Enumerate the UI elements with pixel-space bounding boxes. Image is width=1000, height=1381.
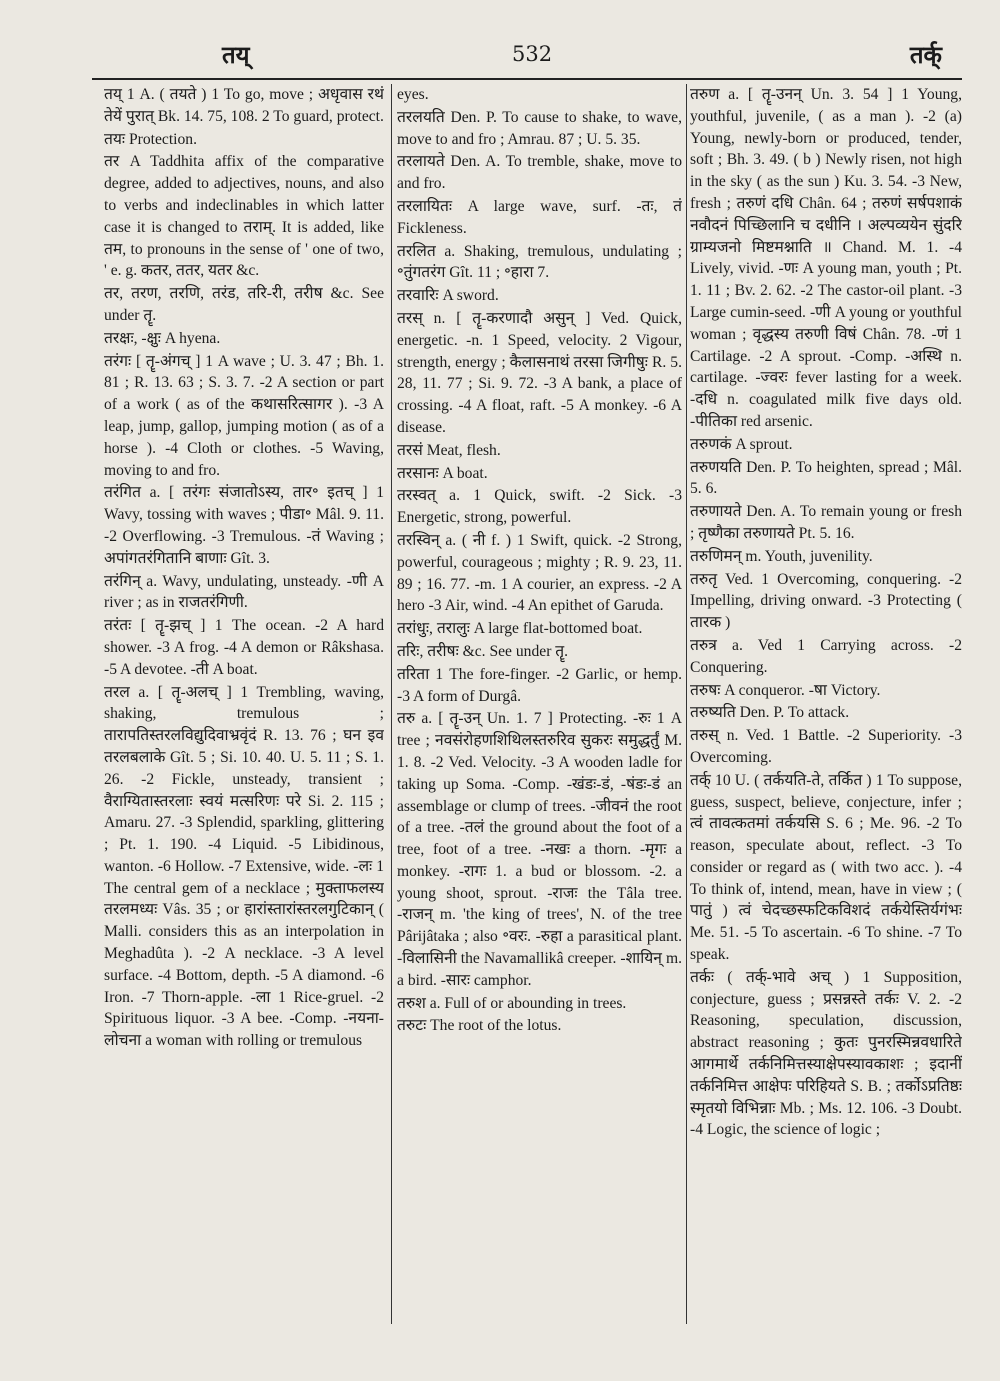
dictionary-entry: तरांधुः, तरालुः A large flat-bottomed boat. [397, 620, 643, 638]
dictionary-entry: तरंगिन् a. Wavy, undulating, unsteady. -णी A river ; as in राजतरंगिणी. [104, 572, 384, 612]
dictionary-entry: तरुणकं A sprout. [690, 435, 793, 453]
dictionary-entry: तरलायते Den. A. To tremble, shake, move to and fro. [397, 153, 682, 193]
dictionary-entry: तयः Protection. [104, 130, 197, 148]
page-number: 532 [512, 42, 553, 66]
page-header [92, 32, 962, 80]
dictionary-entry: तय् 1 A. ( तयते ) 1 To go, move ; अधृवास रथं तेयें पुरात् Bk. 14. 75, 108. 2 To guard, protect. [104, 86, 384, 125]
dictionary-entry: तरुणयति Den. P. To heighten, spread ; Mâl. 5. 6. [690, 458, 962, 498]
dictionary-entry: तरक्षः, -क्षुः A hyena. [104, 329, 221, 347]
dictionary-entry: तरवारिः A sword. [397, 287, 499, 305]
dictionary-entry: तरुत्र a. Ved 1 Carrying across. -2 Conquering. [690, 636, 962, 676]
dictionary-entry: तरुष्यति Den. P. To attack. [690, 704, 850, 722]
dictionary-entry: तरसानः A boat. [397, 464, 488, 482]
dictionary-entry: तर A Taddhita affix of the comparative degree, added to adjectives, nouns, and also to verbs and indeclinables in which latter case it is changed to तराम्. It is added, like तम, to pronouns in the sense of ' one of two, ' e. g. कतर, ततर, यतर &c. [104, 153, 384, 280]
column-2 [397, 84, 682, 1324]
dictionary-entry: तर, तरण, तरणि, तरंड, तरि-री, तरीष &c. See under तॄ. [104, 285, 384, 324]
dictionary-entry: तरलयति Den. P. To cause to shake, to wave, move to and fro ; Amrau. 87 ; U. 5. 35. [397, 108, 682, 148]
dictionary-entry: तरल a. [ तॄ-अलच् ] 1 Trembling, waving, shaking, tremulous ; तारापतिस्तरलविद्युदिवाभ्रवृंदं R. 13. 76 ; घन इव तरलबलाके Gît. 5 ; Si. 10. 40. U. 5. 11 ; S. 1. 26. -2 Fickle, unsteady, transient ; वैराग्यितास्तरलाः स्वयं मत्सरिणः परे Si. 2. 115 ; Amaru. 27. -3 Splendid, sparkling, glittering ; Pt. 1. 190. -4 Liquid. -5 Libidinous, wanton. -6 Hollow. -7 Extensive, wide. -लः 1 The central gem of a necklace ; मुक्ताफलस्य तरलमध्यः Vâs. 35 ; or हारांस्तारांस्तरलगुटिकान् ( Malli. considers this as an interpolation in Meghadûta ). -2 A necklace. -3 A level surface. -4 Bottom, depth. -5 A diamond. -6 Iron. -7 Thorn-apple. -ला 1 Rice-gruel. -2 Spirituous liquor. -3 A bee. -Comp. -नयना-लोचना a woman with rolling or tremulous [104, 683, 384, 1050]
column-1 [104, 84, 384, 1324]
dictionary-entry: तरुण a. [ तॄ-उनन् Un. 3. 54 ] 1 Young, youthful, juvenile, ( as a man ). -2 (a) Young, newly-born or produced, tender, soft ; Bh. 3. 49. ( b ) Newly risen, not high in the sky ( as the sun ) Ku. 3. 54. -3 New, fresh ; तरुणं दधि Chân. 64 ; तरुणं सर्षपशाकं नवौदनं पिच्छिलानि च दधीनि । अल्पव्ययेन सुंदरि ग्राम्यजनो मिष्टमश्नाति ॥ Chand. M. 1. -4 Lively, vivid. -णः A young man, youth ; Pt. 1. 11 ; Bv. 2. 62. -2 The castor-oil plant. -3 Large cumin-seed. -णी A young or youthful woman ; वृद्धस्य तरुणी विषं Chân. 78. -णं 1 Cartilage. -2 A sprout. -Comp. -अस्थि n. cartilage. -ज्वरः fever lasting for a week. -दधि n. coagulated milk five days old. -पीतिका red arsenic. [690, 86, 962, 430]
dictionary-entry: तरस्विन् a. ( नी f. ) 1 Swift, quick. -2 Strong, powerful, courageous ; mighty ; R. 9. 23, 11. 89 ; 16. 77. -m. 1 A courier, an express. -2 A hero -3 Air, wind. -4 An epithet of Garuda. [397, 531, 682, 615]
column-divider [686, 84, 687, 1324]
dictionary-entry: तरस्वत् a. 1 Quick, swift. -2 Sick. -3 Energetic, strong, powerful. [397, 487, 682, 527]
dictionary-entry: तर्क् 10 U. ( तर्कयति-ते, तर्कित ) 1 To suppose, guess, suspect, believe, conjecture, infer ; त्वं तावत्कतमां तर्कयसि S. 6 ; Me. 96. -2 To reason, speculate about, reflect. -3 To consider or regard as ( with two acc. ). -4 To think of, intend, mean, have in view ; ( पातुं ) त्वं चेदच्छस्फटिकविशदं तर्कयेस्तिर्यगंभः Me. 51. -5 To ascertain. -6 To shine. -7 To speak. [690, 771, 962, 964]
dictionary-entry: तरंगित a. [ तरंगः संजातोऽस्य, तार॰ इतच् ] 1 Wavy, tossing with waves ; पीडा॰ Mâl. 9. 11. -2 Overflowing. -3 Tremulous. -तं Waving ; अपांगतरंगितानि बाणाः Gît. 3. [104, 484, 384, 567]
dictionary-entry: तरुश a. Full of or abounding in trees. [397, 994, 627, 1012]
dictionary-entry: तरलायितः A large wave, surf. -तः, तं Fickleness. [397, 197, 682, 237]
dictionary-entry: तरुषः A conqueror. -षा Victory. [690, 681, 881, 699]
dictionary-entry: तरिता 1 The fore-finger. -2 Garlic, or hemp. -3 A form of Durgâ. [397, 665, 682, 705]
header-right-guide-word: तर्क् [909, 40, 942, 69]
dictionary-entry: तरुस् n. Ved. 1 Battle. -2 Superiority. -3 Overcoming. [690, 727, 962, 766]
dictionary-entry: तरुटः The root of the lotus. [397, 1017, 562, 1035]
dictionary-entry: तरंगः [ तॄ-अंगच् ] 1 A wave ; U. 3. 47 ; Bh. 1. 81 ; R. 13. 63 ; S. 3. 7. -2 A section or part of a work ( as of the कथासरित्सागर ). -3 A leap, jump, gallop, jumping motion ( as of a horse ). -4 Cloth or clothes. -5 Waving, moving to and fro. [104, 352, 384, 479]
dictionary-entry: तरु a. [ तॄ-उन् Un. 1. 7 ] Protecting. -रुः 1 A tree ; नवसंरोहणशिथिलस्तरुरिव सुकरः समुद्धर्तुं M. 1. 8. -2 Ved. Velocity. -3 A wooden ladle for taking up Soma. -Comp. -खंडः-डं, -षंडः-डं an assemblage or clump of trees. -जीवनं the root of a tree. -तलं the ground about the foot of a tree, foot of a tree. -नखः a thorn. -मृगः a monkey. -रागः 1. a bud or blossom. -2. a young shoot, sprout. -राजः the Tâla tree. -राजन् m. 'the king of trees', N. of the tree Pârijâtaka ; also ॰वरः. -रुहा a parasitical plant. -विलासिनी the Navamallikâ creeper. -शायिन् m. a bird. -सारः camphor. [397, 710, 682, 989]
dictionary-entry: तरुणिमन् m. Youth, juvenility. [690, 547, 873, 565]
column-3 [690, 84, 962, 1324]
header-left-guide-word: तय् [222, 40, 250, 69]
dictionary-entry: तरलित a. Shaking, tremulous, undulating ; ॰तुंगतरंग Gît. 11 ; ॰हारा 7. [397, 242, 682, 282]
dictionary-entry: eyes. [397, 86, 429, 103]
dictionary-entry: तरसं Meat, flesh. [397, 441, 501, 459]
dictionary-entry: तरिः, तरीषः &c. See under तॄ. [397, 642, 569, 660]
dictionary-entry: तरंतः [ तॄ-झच् ] 1 The ocean. -2 A hard shower. -3 A frog. -4 A demon or Râkshasa. -5 A devotee. -ती A boat. [104, 617, 384, 678]
dictionary-entry: तरुतृ Ved. 1 Overcoming, conquering. -2 Impelling, driving onward. -3 Protecting ( तारक ) [690, 570, 962, 632]
dictionary-entry: तरस् n. [ तॄ-करणादौ असुन् ] Ved. Quick, energetic. -n. 1 Speed, velocity. 2 Vigour, strength, energy ; कैलासनाथं तरसा जिगीषुः R. 5. 28, 11. 77 ; Si. 9. 72. -3 A bank, a place of crossing. -4 A float, raft. -5 A monkey. -6 A disease. [397, 309, 682, 436]
dictionary-entry: तर्कः ( तर्क्-भावे अच् ) 1 Supposition, conjecture, guess ; प्रसन्नस्ते तर्कः V. 2. -2 Reasoning, speculation, discussion, abstract reasoning ; कुतः पुनरस्मिन्नवधारिते आगमार्थे तर्कनिमित्तस्याक्षेपस्यावकाशः ; इदानीं तर्कनिमित्त आक्षेपः परिहियते S. B. ; तर्कोऽप्रतिष्ठः स्मृतयो विभिन्नाः Mb. ; Ms. 12. 106. -3 Doubt. -4 Logic, the science of logic ; [690, 968, 962, 1139]
dictionary-entry: तरुणायते Den. A. To remain young or fresh ; तृष्णैका तरुणायते Pt. 5. 16. [690, 503, 962, 542]
column-divider [391, 84, 392, 1324]
